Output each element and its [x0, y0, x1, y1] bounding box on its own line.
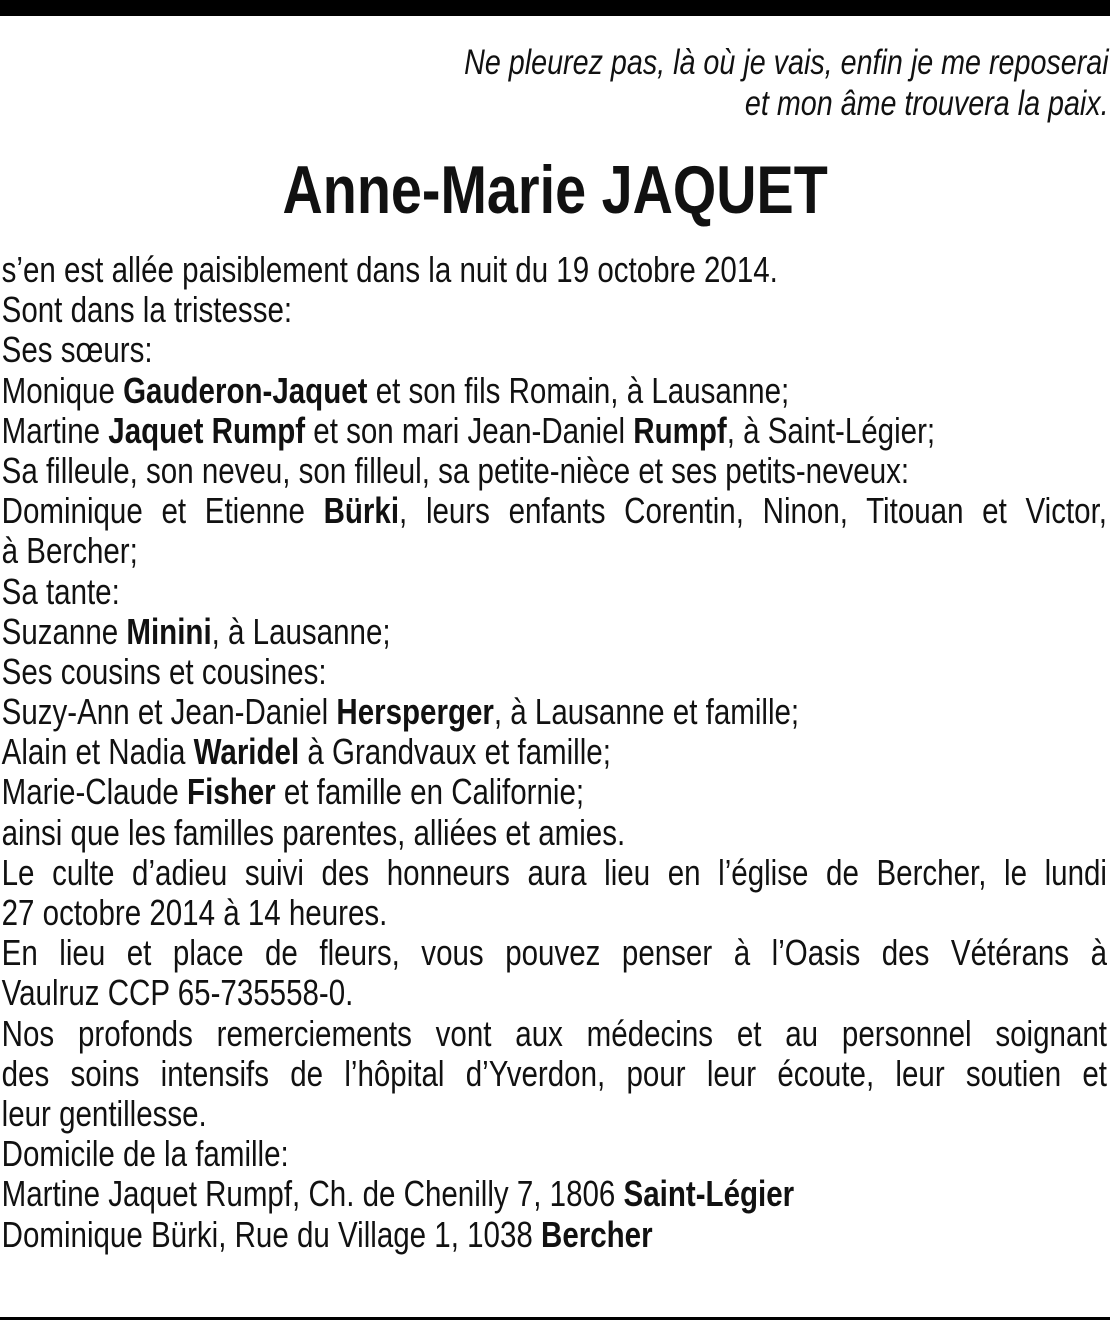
name-bold: Rumpf — [633, 409, 727, 451]
text-segment: des soins intensifs de l’hôpital d’Yverdon, pour leur écoute, leur soutien et — [1, 1053, 1107, 1094]
name-bold: Fisher — [187, 771, 276, 813]
epigraph — [464, 42, 1109, 124]
text-segment: , à Lausanne et famille; — [493, 691, 800, 733]
epigraph-line: Ne pleurez pas, là où je vais, enfin je me reposerai — [464, 43, 1109, 82]
text-segment: Suzy-Ann et Jean-Daniel — [1, 691, 337, 733]
text-line — [2, 1014, 1107, 1054]
text-line — [2, 1054, 1107, 1094]
text-segment: , à Lausanne; — [211, 610, 391, 652]
text-line — [2, 973, 1107, 1013]
name-bold: Saint-Légier — [623, 1173, 795, 1215]
text-segment: à Bercher; — [1, 530, 138, 572]
text-line — [2, 853, 1107, 893]
name-bold: Minini — [126, 610, 212, 652]
top-border — [0, 0, 1110, 16]
text-segment: , leurs enfants Corentin, Ninon, Titouan et Victor, — [399, 491, 1107, 532]
text-line — [2, 290, 1107, 330]
text-segment: ainsi que les familles parentes, alliées et amies. — [1, 811, 626, 853]
name-bold: Jaquet Rumpf — [108, 409, 306, 451]
text-segment: Alain et Nadia — [1, 731, 194, 773]
text-segment: s’en est allée paisiblement dans la nuit du 19 octobre 2014. — [1, 249, 778, 290]
text-segment: Suzanne — [1, 610, 127, 652]
text-line — [2, 772, 1107, 812]
text-segment: Dominique et Etienne — [1, 491, 324, 532]
text-segment: , à Saint-Légier; — [726, 409, 936, 451]
text-line — [2, 1134, 1107, 1174]
text-line — [2, 813, 1107, 853]
text-segment: Ses cousins et cousines: — [1, 650, 327, 692]
text-line — [2, 1174, 1107, 1214]
text-segment: Martine Jaquet Rumpf, Ch. de Chenilly 7, 1806 — [1, 1173, 624, 1215]
name-bold: Waridel — [193, 731, 300, 773]
text-line — [2, 732, 1107, 772]
text-segment: à Grandvaux et famille; — [299, 731, 611, 773]
deceased-name: Anne-Marie JAQUET — [282, 152, 828, 228]
text-segment: et son fils Romain, à Lausanne; — [367, 369, 790, 411]
text-line — [2, 933, 1107, 973]
notice-body — [2, 250, 1107, 1255]
text-line — [2, 491, 1107, 531]
epigraph-line: et mon âme trouvera la paix. — [744, 84, 1109, 123]
text-segment: Vaulruz CCP 65-735558-0. — [1, 972, 354, 1014]
name-bold: Bercher — [540, 1213, 653, 1255]
text-segment: Le culte d’adieu suivi des honneurs aura lieu en l’église de Bercher, le lundi — [1, 852, 1107, 893]
text-line — [2, 330, 1107, 370]
text-line — [2, 411, 1107, 451]
text-segment: Sont dans la tristesse: — [1, 289, 293, 331]
text-line — [2, 572, 1107, 612]
text-segment: Nos profonds remerciements vont aux médecins et au personnel soignant — [1, 1013, 1107, 1054]
text-segment: Sa tante: — [1, 570, 120, 612]
text-segment: Marie-Claude — [1, 771, 188, 813]
text-segment: et son mari Jean-Daniel — [305, 409, 634, 451]
text-line — [2, 371, 1107, 411]
text-segment: leur gentillesse. — [1, 1092, 207, 1134]
text-line — [2, 451, 1107, 491]
text-line — [2, 1094, 1107, 1134]
text-segment: En lieu et place de fleurs, vous pouvez penser à l’Oasis des Vétérans à — [1, 933, 1107, 974]
bottom-border — [0, 1317, 1110, 1320]
text-segment: Monique — [1, 369, 124, 411]
text-line — [2, 250, 1107, 290]
text-line — [2, 893, 1107, 933]
text-line — [2, 531, 1107, 571]
text-line — [2, 692, 1107, 732]
text-line — [2, 652, 1107, 692]
text-segment: Sa filleule, son neveu, son filleul, sa petite-nièce et ses petits-neveux: — [1, 449, 910, 491]
text-segment: Dominique Bürki, Rue du Village 1, 1038 — [1, 1213, 541, 1255]
text-line — [2, 612, 1107, 652]
text-segment: 27 octobre 2014 à 14 heures. — [1, 892, 388, 933]
text-line — [2, 1215, 1107, 1255]
name-bold: Gauderon-Jaquet — [123, 369, 368, 411]
name-bold: Bürki — [323, 491, 400, 532]
text-segment: Domicile de la famille: — [1, 1133, 289, 1175]
text-segment: Ses sœurs: — [1, 329, 153, 371]
text-segment: Martine — [1, 409, 109, 451]
name-bold: Hersperger — [336, 691, 494, 733]
text-segment: et famille en Californie; — [275, 771, 585, 813]
